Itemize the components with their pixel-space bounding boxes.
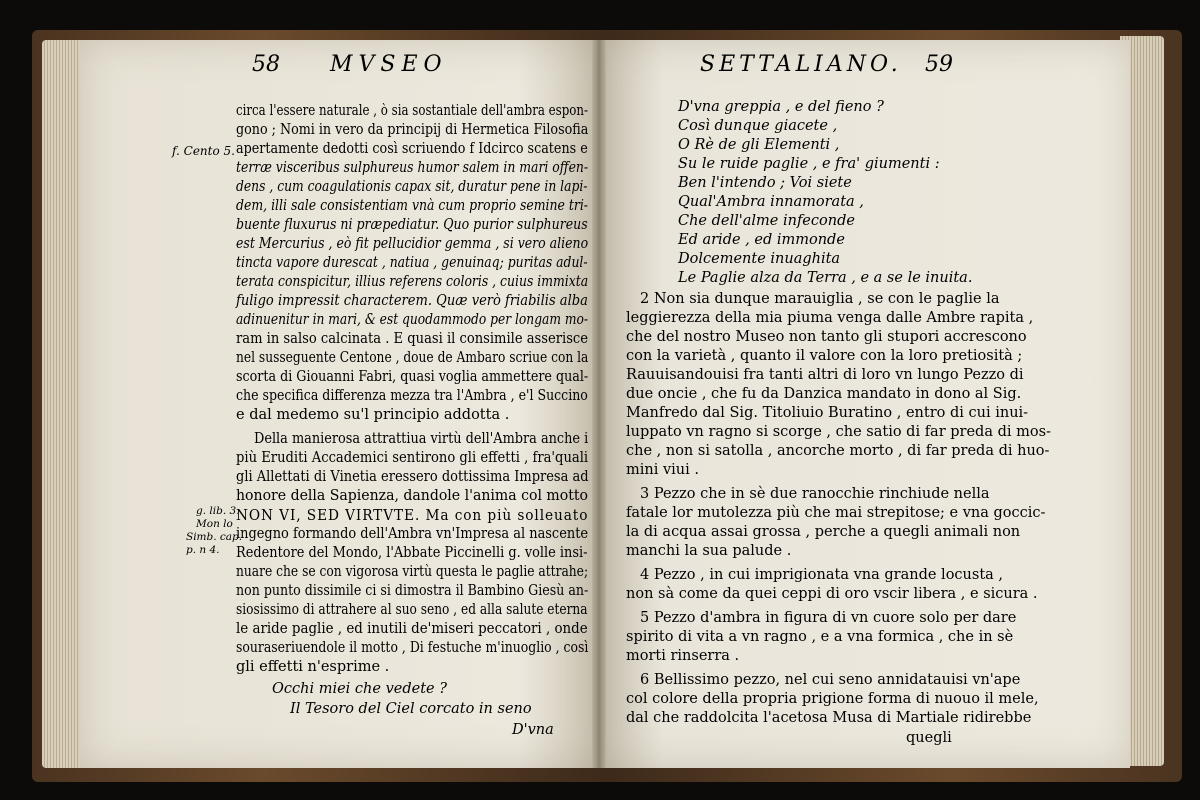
text-line: dem, illi sale consistentiam vnà cum proprio semine tri-: [236, 198, 589, 214]
text-line: dens , cum coagulationis capax sit, duratur pene in lapi-: [236, 179, 588, 195]
text-line: che specifica differenza mezza tra l'Ambra , e'l Succino: [236, 388, 588, 404]
text-line: circa l'essere naturale , ò sia sostantiale dell'ambra espon-: [236, 103, 589, 119]
text-line: 4 Pezzo , in cui imprigionata vna grande locusta ,: [640, 567, 1004, 583]
text-line: buente fluxurus ni præpediatur. Quo purior sulphureus: [236, 217, 588, 233]
text-line: Le Paglie alza da Terra , e a se le inuita.: [678, 270, 973, 286]
book-gutter: [592, 40, 606, 768]
text-line: col colore della propria prigione forma di nuouo il mele,: [626, 691, 1039, 707]
text-line: Il Tesoro del Ciel corcato in seno: [290, 701, 532, 717]
text-line: Rauuisandouisi fra tanti altri di loro vn lungo Pezzo di: [626, 367, 1024, 383]
text-line: tincta vapore durescat , natiua , genuinaq; puritas adul-: [236, 255, 588, 271]
text-line: Manfredo dal Sig. Titoliuio Buratino , entro di cui inui-: [626, 405, 1029, 421]
text-line: e dal medemo su'l principio addotta .: [236, 407, 510, 423]
text-line: adinuenitur in mari, & est quodammodo per longam mo-: [236, 312, 589, 328]
text-line: fuligo impressit characterem. Quæ verò friabilis alba: [236, 293, 588, 309]
left-page-number: 58: [252, 52, 280, 77]
text-line: manchi la sua palude .: [626, 543, 792, 559]
text-line: Che dell'alme infeconde: [678, 213, 855, 229]
text-line: Ben l'intendo ; Voi siete: [678, 175, 852, 191]
margin-note: f. Cento 5.: [172, 144, 235, 158]
text-line: ingegno formando dell'Ambra vn'Impresa al nascente: [236, 526, 589, 542]
text-line: mini viui .: [626, 462, 699, 478]
right-catchword: quegli: [906, 730, 952, 746]
text-line: O Rè de gli Elementi ,: [678, 137, 840, 153]
text-line: D'vna greppia , e del fieno ?: [678, 99, 884, 115]
text-line: honore della Sapienza, dandole l'anima col motto: [236, 488, 589, 504]
text-line: scorta di Giouanni Fabri, quasi voglia ammettere qual-: [236, 369, 589, 385]
text-line: est Mercurius , eò fit pellucidior gemma , si vero alieno: [236, 236, 589, 252]
text-line: morti rinserra .: [626, 648, 740, 664]
text-line: fatale lor mutolezza più che mai strepitose; e vna goccic-: [626, 505, 1046, 521]
text-line: che del nostro Museo non tanto gli stupori accrescono: [626, 329, 1027, 345]
text-line: Qual'Ambra innamorata ,: [678, 194, 864, 210]
text-line: non punto dissimile ci si dimostra il Bambino Giesù an-: [236, 583, 589, 599]
text-line: nel susseguente Centone , doue de Ambaro scriue con la: [236, 350, 589, 366]
text-line: gono ; Nomi in vero da principij di Hermetica Filosofia: [236, 122, 589, 138]
text-line: Su le ruide paglie , e fra' giumenti :: [678, 156, 940, 172]
text-line: la di acqua assai grossa , perche a quegli animali non: [626, 524, 1021, 540]
text-line: spirito di vita a vn ragno , e a vna formica , che in sè: [626, 629, 1014, 645]
text-line: non sà come da quei ceppi di oro vscir libera , e sicura .: [626, 586, 1038, 602]
margin-note: Simb. cap.: [186, 531, 243, 543]
text-line: Redentore del Mondo, l'Abbate Piccinelli g. volle insi-: [236, 545, 588, 561]
text-line: apertamente dedotti così scriuendo f Idcirco scatens e: [236, 141, 588, 157]
text-line: Così dunque giacete ,: [678, 118, 838, 134]
text-line: 6 Bellissimo pezzo, nel cui seno annidatauisi vn'ape: [640, 672, 1021, 688]
text-line: luppato vn ragno si scorge , che satio di far preda di mos-: [626, 424, 1051, 440]
text-line: Occhi miei che vedete ?: [272, 681, 448, 697]
left-catchword: D'vna: [512, 722, 554, 738]
right-page-number: 59: [925, 52, 953, 77]
text-line: terræ visceribus sulphureus humor salem in mari offen-: [236, 160, 589, 176]
left-running-head: MVSEO: [330, 52, 448, 77]
text-line: dal che raddolcita l'acetosa Musa di Martiale ridirebbe: [626, 710, 1032, 726]
text-line: più Eruditi Accademici sentirono gli effetti , fra'quali: [236, 450, 589, 466]
text-line: souraseriuendole il motto , Di festuche m'inuoglio , così: [236, 640, 589, 656]
text-line: Della manierosa attrattiua virtù dell'Ambra anche i: [254, 431, 589, 447]
text-line: due oncie , che fu da Danzica mandato in dono al Sig.: [626, 386, 1022, 402]
margin-note: Mon lo: [196, 518, 233, 530]
text-line: Ed aride , ed immonde: [678, 232, 845, 248]
text-line: gli Allettati di Vinetia eressero dottissima Impresa ad: [236, 469, 589, 485]
text-line: 2 Non sia dunque marauiglia , se con le paglie la: [640, 291, 1000, 307]
text-line: che , non si satolla , ancorche morto , di far preda di huo-: [626, 443, 1050, 459]
text-line: siosissimo di attrahere al suo seno , ed alla salute eterna: [236, 602, 588, 618]
text-line: con la varietà , quanto il valore con la loro pretiosità ;: [626, 348, 1023, 364]
text-line: ram in salso calcinata . E quasi il consimile asserisce: [236, 331, 589, 347]
text-line: nuare che se con vigorosa virtù questa le paglie attrahe;: [236, 564, 589, 580]
text-line: le aride paglie , ed inutili de'miseri peccatori , onde: [236, 621, 588, 637]
text-line: 5 Pezzo d'ambra in figura di vn cuore solo per dare: [640, 610, 1017, 626]
right-running-head: SETTALIANO.: [700, 52, 902, 77]
margin-note: g. lib. 3.: [196, 505, 240, 517]
text-line: NON VI, SED VIRTVTE. Ma con più solleuato: [236, 506, 589, 524]
margin-note: p. n 4.: [186, 544, 220, 556]
text-line: 3 Pezzo che in sè due ranocchie rinchiude nella: [640, 486, 990, 502]
text-line: gli effetti n'esprime .: [236, 659, 390, 675]
text-line: Dolcemente inuaghita: [678, 251, 841, 267]
text-line: leggierezza della mia piuma venga dalle Ambre rapita ,: [626, 310, 1034, 326]
text-line: terata conspicitur, illius referens coloris , cuius immixta: [236, 274, 589, 290]
